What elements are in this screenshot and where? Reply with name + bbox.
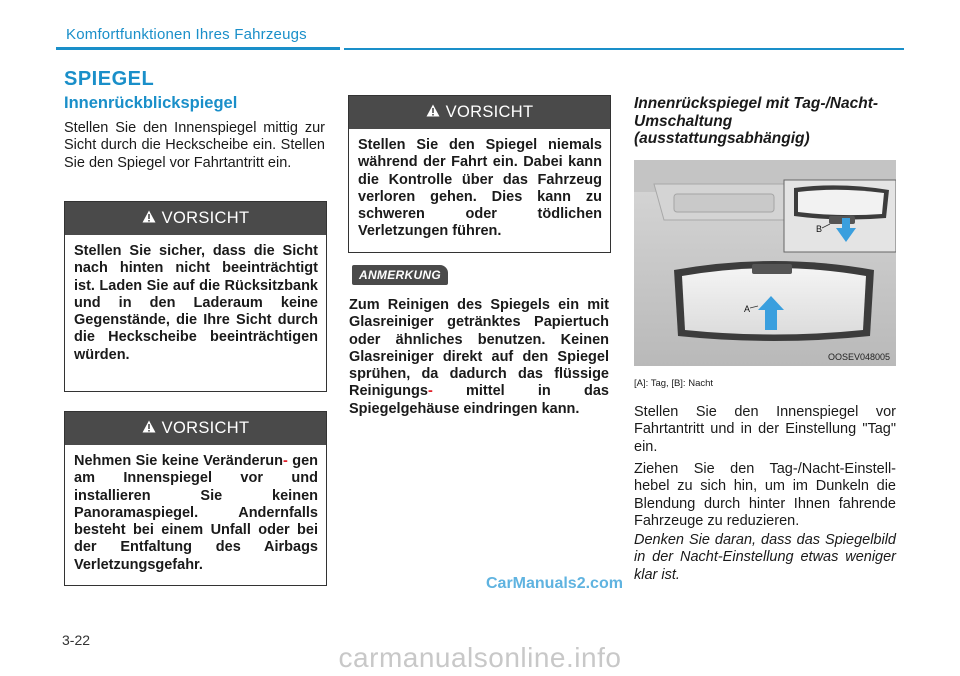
caution-box-3 [348,95,611,253]
caution-header [65,412,326,445]
caution-label: VORSICHT [161,209,250,227]
note-text [349,297,609,418]
warning-triangle-icon [142,209,156,228]
caution-box-1 [64,201,327,392]
caution-label: VORSICHT [445,103,534,121]
paragraph-night-note: Denken Sie daran, dass das Spiegelbild in der Nacht-Einstellung etwas weniger klar ist. [634,532,896,583]
header-rule [344,48,904,50]
caution-label: VORSICHT [161,419,250,437]
note-label: ANMERKUNG [352,265,448,285]
header-rule-accent [56,47,340,50]
label-b: B [816,224,823,234]
figure-caption: [A]: Tag, [B]: Nacht [634,378,714,389]
section-title: SPIEGEL [64,68,155,90]
paragraph-night-lever: Ziehen Sie den Tag-/Nacht-Einstell-hebel zu sich hin, um im Dunkeln die Blendung durch hinter Ihnen fahrende Fahrzeuge zu reduzieren. [634,461,896,529]
caution-text-part: Nehmen Sie keine Veränderun [74,453,283,469]
carmanuals-watermark: CarManuals2.com [486,575,623,592]
mirror-day-night-heading: Innenrückspiegel mit Tag-/Nacht-Umschaltung (ausstattungsabhängig) [634,95,879,147]
hyphen-mark: - [282,453,288,469]
caution-header [65,202,326,235]
warning-triangle-icon [142,419,156,438]
chapter-title: Komfortfunktionen Ihres Fahrzeugs [66,26,307,43]
site-watermark: carmanualsonline.info [338,642,622,673]
caution-header [349,96,610,129]
caution-text-part: gen am Innenspiegel vor und installieren Sie keinen Panoramaspiegel. Andernfalls besteht bei einem Unfall oder bei der Entfaltung des Airbags Verletzungsgefahr. [74,453,318,573]
hyphen-mark: - [427,383,433,400]
note-text-part: mittel in das Spiegelgehäuse eindringen kann. [349,383,609,417]
mirror-illustration [634,160,896,366]
intro-paragraph: Stellen Sie den Innenspiegel mittig zur Sicht durch die Heckscheibe ein. Stellen Sie den Spiegel vor Fahrtantritt ein. [64,120,325,171]
caution-box-2 [64,411,327,586]
caution-text: Stellen Sie den Spiegel niemals während der Fahrt ein. Dabei kann die Kontrolle über das Fahrzeug verloren gehen. Dies kann zu schweren oder tödlichen Verletzungen führen. [358,137,602,240]
subheading-rearview-mirror: Innenrückblickspiegel [64,94,238,112]
warning-triangle-icon [426,103,440,122]
page-number: 3-22 [62,632,91,648]
figure-code: OOSEV048005 [827,352,890,362]
caution-text [65,445,326,582]
paragraph-day-setting: Stellen Sie den Innenspiegel vor Fahrtantritt und in der Einstellung "Tag" ein. [634,404,896,455]
note-text-part: Zum Reinigen des Spiegels ein mit Glasreiniger getränktes Papiertuch oder ähnliches benutzen. Keinen Glasreiniger direkt auf den Spiegel sprühen, da dadurch das flüssige Reinigungs [349,297,609,400]
label-a: A [744,304,751,314]
caution-text: Stellen Sie sicher, dass die Sicht nach hinten nicht beeinträchtigt ist. Laden Sie auf die Rücksitzbank und in den Laderaum keine Gegenstände, die Ihre Sicht durch die Heckscheibe beeinträchtigen würden. [74,243,318,363]
